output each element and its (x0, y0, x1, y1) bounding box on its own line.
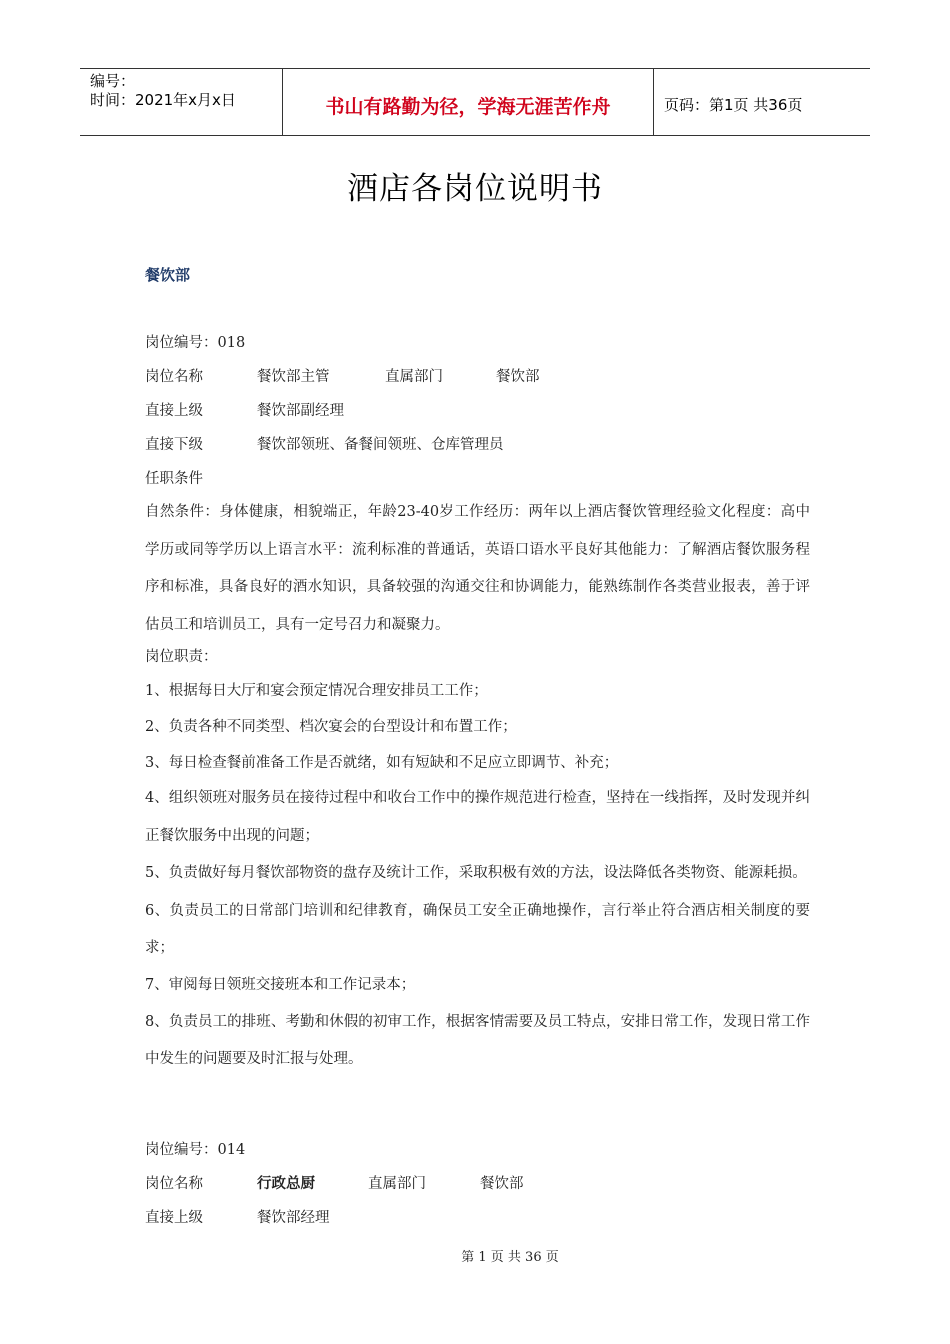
duty-item-6: 6、负责员工的日常部门培训和纪律教育，确保员工安全正确地操作，言行举止符合酒店相关制度的要求； (145, 902, 810, 956)
job2-name-label: 岗位名称 (145, 1176, 203, 1192)
job1-name-label: 岗位名称 (145, 369, 203, 385)
duty-item-5: 5、负责做好每月餐饮部物资的盘存及统计工作，采取积极有效的方法，设法降低各类物资、能源耗损。 (145, 865, 807, 881)
time-label: 时间：2021年x月x日 (90, 91, 236, 109)
duty-item-8: 8、负责员工的排班、考勤和休假的初审工作，根据客情需要及员工特点，安排日常工作，发现日常工作中发生的问题要及时汇报与处理。 (145, 1013, 810, 1067)
job1-name-row (145, 360, 810, 394)
page-footer: 第 1 页 共 36 页 (461, 1250, 559, 1265)
duty-item-7: 7、审阅每日领班交接班本和工作记录本； (145, 976, 416, 993)
document-title: 酒店各岗位说明书 (347, 171, 603, 207)
job2-dept-value: 餐饮部 (480, 1176, 524, 1192)
job1-requirements-label: 任职条件 (145, 471, 203, 487)
job1-dept-value: 餐饮部 (496, 369, 540, 385)
header-table (80, 68, 870, 136)
job-block-2 (145, 1133, 524, 1235)
job1-requirements-text: 自然条件：身体健康，相貌端正，年龄23-40岁工作经历：两年以上酒店餐饮管理经验文化程度：高中学历或同等学历以上语言水平：流利标准的普通话，英语口语水平良好其他能力：了解酒店餐饮服务程序和标准，具备良好的酒水知识，具备较强的沟通交往和协调能力，能熟练制作各类营业报表，善于评估员工和培训员工，具有一定号召力和凝聚力。 (145, 504, 810, 633)
job1-duties-label: 岗位职责： (145, 649, 218, 665)
job2-superior-row (145, 1201, 330, 1235)
job1-subordinate-row (145, 428, 810, 462)
job1-dept-label: 直属部门 (385, 369, 443, 385)
job-block-1 (145, 326, 810, 1079)
page-info: 页码：第1页 共36页 (664, 95, 803, 114)
job1-subordinate-label: 直接下级 (145, 437, 203, 453)
job1-name-value: 餐饮部主管 (257, 369, 330, 385)
motto: 书山有路勤为径，学海无涯苦作舟 (282, 69, 654, 135)
header-left-cell (80, 69, 282, 135)
duty-item-3: 3、每日检查餐前准备工作是否就绪，如有短缺和不足应立即调节、补充； (145, 755, 619, 771)
job1-superior-value: 餐饮部副经理 (257, 403, 344, 419)
duty-item-1: 1、根据每日大厅和宴会预定情况合理安排员工工作； (145, 683, 488, 699)
job2-superior-value: 餐饮部经理 (257, 1210, 330, 1226)
duty-item-2: 2、负责各种不同类型、档次宴会的台型设计和布置工作； (145, 719, 517, 735)
job2-dept-label: 直属部门 (368, 1176, 426, 1192)
job1-superior-label: 直接上级 (145, 403, 203, 419)
section-title: 餐饮部 (145, 266, 191, 284)
job1-subordinate-value: 餐饮部领班、备餐间领班、仓库管理员 (257, 437, 504, 453)
job1-number: 岗位编号：018 (145, 335, 246, 351)
job2-superior-label: 直接上级 (145, 1210, 203, 1226)
job2-number: 岗位编号：014 (145, 1142, 246, 1158)
duty-item-4: 4、组织领班对服务员在接待过程中和收台工作中的操作规范进行检查，坚持在一线指挥，及时发现并纠正餐饮服务中出现的问题； (145, 790, 810, 844)
job2-name-row (145, 1167, 524, 1201)
job1-superior-row (145, 394, 810, 428)
job2-name-value: 行政总厨 (257, 1176, 315, 1192)
number-label: 编号： (90, 72, 136, 90)
